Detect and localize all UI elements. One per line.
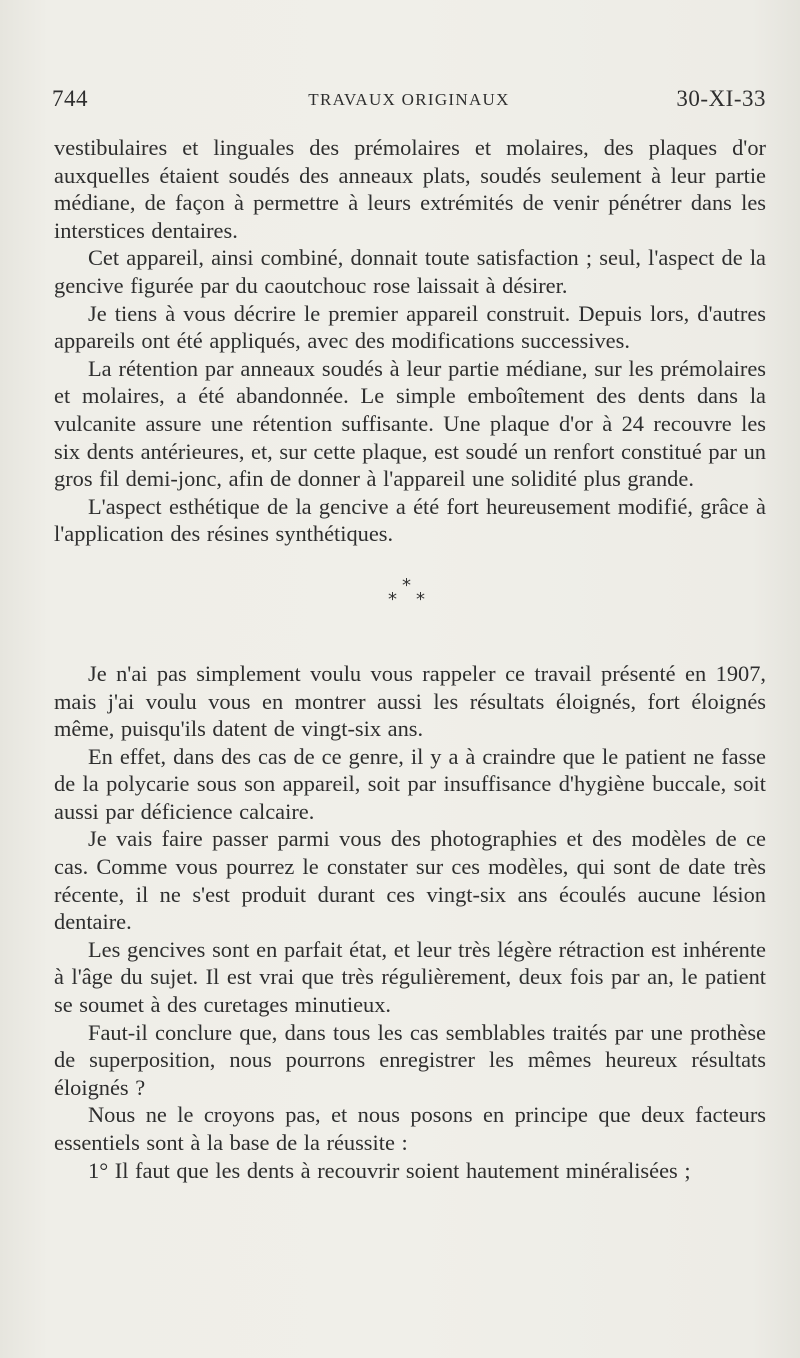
section-title: TRAVAUX ORIGINAUX (308, 90, 510, 109)
paragraph: La rétention par anneaux soudés à leur partie médiane, sur les prémolaires et molaires, a été abandonnée. Le simple emboîtement des dents dans la vulcanite assure une rétention suffisante. Une plaque d'or à 24 recouvre les six dents antérieures, et, sur cette plaque, est soudé un renfort constitué par un gros fil demi-jonc, afin de donner à l'appareil une solidité plus grande. (54, 355, 766, 492)
issue-date: 30-XI-33 (676, 86, 766, 111)
paragraph: vestibulaires et linguales des prémolaires et molaires, des plaques d'or auxquelles étaient soudés des anneaux plats, soudés seulement à leur partie médiane, de façon à permettre à leurs extrémités de venir pénétrer dans les interstices dentaires. (54, 135, 766, 243)
section-separator (54, 548, 766, 660)
paragraph: En effet, dans des cas de ce genre, il y a à craindre que le patient ne fasse de la polycarie sous son appareil, soit par insuffisance d'hygiène buccale, soit aussi par déficience calcaire. (54, 743, 766, 824)
paragraph: Les gencives sont en parfait état, et leur très légère rétraction est inhérente à l'âge du sujet. Il est vrai que très régulièrement, deux fois par an, le patient se soumet à des curetages minutieux. (54, 936, 766, 1018)
paragraph: Faut-il conclure que, dans tous les cas semblables traités par une prothèse de superposition, nous pourrons enregistrer les mêmes heureux résultats éloignés ? (54, 1019, 766, 1100)
paragraph: Je vais faire passer parmi vous des photographies et des modèles de ce cas. Comme vous pourrez le constater sur ces modèles, qui sont de date très récente, il ne s'est produit durant ces vingt-six ans écoulés aucune lésion dentaire. (54, 826, 766, 935)
paragraph: L'aspect esthétique de la gencive a été fort heureusement modifié, grâce à l'application des résines synthétiques. (54, 493, 766, 547)
page-number: 744 (52, 86, 88, 111)
paragraph: Nous ne le croyons pas, et nous posons en principe que deux facteurs essentiels sont à la base de la réussite : (54, 1102, 766, 1155)
running-head (52, 86, 766, 116)
asterism-star: * (416, 588, 425, 610)
list-item: 1° Il faut que les dents à recouvrir soient hautement minéralisées ; (88, 1157, 691, 1183)
paragraph: Cet appareil, ainsi combiné, donnait toute satisfaction ; seul, l'aspect de la gencive figurée par du caoutchouc rose laissait à désirer. (54, 245, 766, 298)
asterism-star: * (388, 588, 397, 610)
article-body (54, 134, 766, 1184)
paragraph: Je tiens à vous décrire le premier appareil construit. Depuis lors, d'autres appareils ont été appliqués, avec des modifications successives. (54, 300, 766, 354)
paragraph: Je n'ai pas simplement voulu vous rappeler ce travail présenté en 1907, mais j'ai voulu vous en montrer aussi les résultats éloignés, fort éloignés même, puisqu'ils datent de vingt-six ans. (54, 660, 766, 742)
asterism-star: * (402, 574, 411, 596)
